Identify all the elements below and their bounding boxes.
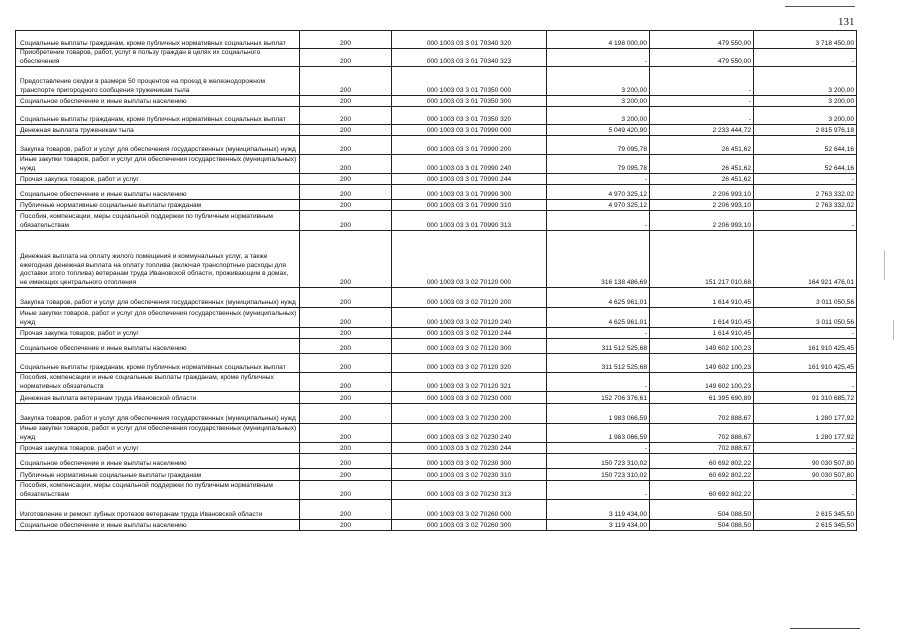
row-remaining-amount: -	[754, 373, 857, 392]
row-approved-amount: 4 970 325,12	[547, 200, 650, 211]
row-budget-code: 000 1003 03 3 02 70120 321	[392, 373, 547, 392]
row-name: Социальные выплаты гражданам, кроме публичных нормативных социальных выплат	[16, 354, 300, 373]
table-row	[16, 125, 857, 136]
row-budget-code: 000 1003 03 3 02 70260 000	[392, 500, 547, 520]
row-grbs-code: 200	[300, 339, 392, 354]
row-budget-code: 000 1003 03 3 01 70990 310	[392, 200, 547, 211]
row-budget-code: 000 1003 03 3 01 70990 244	[392, 174, 547, 185]
row-budget-code: 000 1003 03 3 02 70230 313	[392, 481, 547, 500]
row-remaining-amount: 161 910 425,45	[754, 339, 857, 354]
table-row	[16, 211, 857, 231]
row-executed-amount: -	[650, 67, 754, 96]
table-row	[16, 443, 857, 454]
row-executed-amount: 26 451,62	[650, 174, 754, 185]
row-approved-amount: 150 723 310,02	[547, 454, 650, 469]
row-executed-amount: 504 088,50	[650, 500, 754, 520]
row-grbs-code: 200	[300, 308, 392, 328]
row-approved-amount: 316 138 486,69	[547, 231, 650, 288]
scan-artifact	[884, 250, 885, 280]
row-executed-amount: 60 692 802,22	[650, 481, 754, 500]
table-row	[16, 404, 857, 424]
row-approved-amount: 1 983 066,59	[547, 424, 650, 443]
row-name: Закупка товаров, работ и услуг для обеспечения государственных (муниципальных) нужд	[16, 136, 300, 155]
row-grbs-code: 200	[300, 107, 392, 125]
row-grbs-code: 200	[300, 185, 392, 200]
row-budget-code: 000 1003 03 3 01 70340 323	[392, 49, 547, 67]
row-remaining-amount: -	[754, 443, 857, 454]
row-grbs-code: 200	[300, 136, 392, 155]
row-approved-amount: -	[547, 373, 650, 392]
row-remaining-amount: -	[754, 211, 857, 231]
row-name: Социальное обеспечение и иные выплаты населению	[16, 185, 300, 200]
row-grbs-code: 200	[300, 424, 392, 443]
row-approved-amount: -	[547, 211, 650, 231]
table-body	[16, 31, 857, 531]
row-executed-amount: 61 395 690,89	[650, 392, 754, 404]
row-grbs-code: 200	[300, 520, 392, 531]
row-approved-amount: -	[547, 174, 650, 185]
row-name: Прочая закупка товаров, работ и услуг	[16, 174, 300, 185]
row-remaining-amount: 2 763 332,02	[754, 200, 857, 211]
row-name: Денежная выплата труженикам тыла	[16, 125, 300, 136]
row-grbs-code: 200	[300, 328, 392, 339]
row-remaining-amount: 2 815 976,18	[754, 125, 857, 136]
row-executed-amount: 2 233 444,72	[650, 125, 754, 136]
row-remaining-amount: 3 718 450,00	[754, 31, 857, 49]
row-budget-code: 000 1003 03 3 02 70120 240	[392, 308, 547, 328]
row-budget-code: 000 1003 03 3 02 70260 300	[392, 520, 547, 531]
row-grbs-code: 200	[300, 373, 392, 392]
table-row	[16, 96, 857, 107]
row-executed-amount: 702 888,67	[650, 424, 754, 443]
row-remaining-amount: 52 644,16	[754, 155, 857, 174]
row-budget-code: 000 1003 03 3 01 70990 200	[392, 136, 547, 155]
row-executed-amount: 2 206 993,10	[650, 200, 754, 211]
row-name: Денежная выплата ветеранам труда Ивановской области	[16, 392, 300, 404]
table-row	[16, 469, 857, 481]
row-remaining-amount: -	[754, 174, 857, 185]
row-approved-amount: 79 095,78	[547, 136, 650, 155]
row-grbs-code: 200	[300, 354, 392, 373]
table-row	[16, 231, 857, 288]
row-executed-amount: 702 888,67	[650, 443, 754, 454]
row-remaining-amount: -	[754, 481, 857, 500]
row-grbs-code: 200	[300, 125, 392, 136]
table-row	[16, 500, 857, 520]
table-row	[16, 424, 857, 443]
row-remaining-amount: 2 615 345,50	[754, 520, 857, 531]
row-approved-amount: 3 200,00	[547, 96, 650, 107]
table-row	[16, 200, 857, 211]
row-budget-code: 000 1003 03 3 02 70230 244	[392, 443, 547, 454]
table-row	[16, 174, 857, 185]
row-remaining-amount: 2 763 332,02	[754, 185, 857, 200]
row-executed-amount: 149 602 100,23	[650, 373, 754, 392]
row-name: Денежная выплата на оплату жилого помещения и коммунальных услуг, а также ежегодная денежная выплата на оплату топлива (включая транспортные расходы для доставки этого топлива) ветеранам труда Ивановской области, проживающим в домах, не имеющих центрального отопления	[16, 231, 300, 288]
row-approved-amount: 3 119 434,00	[547, 500, 650, 520]
row-budget-code: 000 1003 03 3 01 70350 320	[392, 107, 547, 125]
row-executed-amount: 1 614 910,45	[650, 288, 754, 308]
scan-artifact	[893, 320, 894, 340]
row-remaining-amount: 3 200,00	[754, 107, 857, 125]
row-executed-amount: 2 206 993,10	[650, 185, 754, 200]
row-remaining-amount: -	[754, 328, 857, 339]
row-name: Пособия, компенсации, меры социальной поддержки по публичным нормативным обязательствам	[16, 481, 300, 500]
row-grbs-code: 200	[300, 392, 392, 404]
row-budget-code: 000 1003 03 3 01 70990 240	[392, 155, 547, 174]
row-grbs-code: 200	[300, 288, 392, 308]
row-approved-amount: -	[547, 328, 650, 339]
row-grbs-code: 200	[300, 231, 392, 288]
row-budget-code: 000 1003 03 3 02 70230 300	[392, 454, 547, 469]
row-approved-amount: 150 723 310,02	[547, 469, 650, 481]
row-approved-amount: 311 512 525,68	[547, 339, 650, 354]
row-grbs-code: 200	[300, 96, 392, 107]
table-row	[16, 308, 857, 328]
row-executed-amount: 479 550,00	[650, 31, 754, 49]
row-grbs-code: 200	[300, 454, 392, 469]
table-row	[16, 49, 857, 67]
row-grbs-code: 200	[300, 469, 392, 481]
table-row	[16, 67, 857, 96]
table-row	[16, 454, 857, 469]
table-row	[16, 520, 857, 531]
row-name: Социальное обеспечение и иные выплаты населению	[16, 520, 300, 531]
row-remaining-amount: 2 615 345,50	[754, 500, 857, 520]
top-rule	[785, 6, 855, 7]
table-row	[16, 155, 857, 174]
row-budget-code: 000 1003 03 3 01 70350 300	[392, 96, 547, 107]
row-name: Социальное обеспечение и иные выплаты населению	[16, 454, 300, 469]
row-remaining-amount: -	[754, 49, 857, 67]
row-approved-amount: 4 198 000,00	[547, 31, 650, 49]
row-remaining-amount: 164 921 476,01	[754, 231, 857, 288]
table-row	[16, 288, 857, 308]
table-row	[16, 354, 857, 373]
page-number: 131	[838, 16, 855, 28]
row-remaining-amount: 3 011 050,56	[754, 308, 857, 328]
row-budget-code: 000 1003 03 3 01 70350 000	[392, 67, 547, 96]
row-grbs-code: 200	[300, 404, 392, 424]
table-row	[16, 373, 857, 392]
table-row	[16, 339, 857, 354]
row-executed-amount: 151 217 010,68	[650, 231, 754, 288]
row-approved-amount: 79 095,78	[547, 155, 650, 174]
row-name: Иные закупки товаров, работ и услуг для обеспечения государственных (муниципальных) нужд	[16, 424, 300, 443]
row-executed-amount: 479 550,00	[650, 49, 754, 67]
row-remaining-amount: 3 011 050,56	[754, 288, 857, 308]
row-executed-amount: 60 692 802,22	[650, 454, 754, 469]
row-approved-amount: 3 200,00	[547, 107, 650, 125]
row-remaining-amount: 161 910 425,45	[754, 354, 857, 373]
row-name: Иные закупки товаров, работ и услуг для обеспечения государственных (муниципальных) нужд	[16, 308, 300, 328]
row-remaining-amount: 3 200,00	[754, 67, 857, 96]
row-name: Пособия, компенсации и иные социальные выплаты гражданам, кроме публичных нормативных обязательств	[16, 373, 300, 392]
bottom-rule	[790, 628, 860, 629]
row-remaining-amount: 3 200,00	[754, 96, 857, 107]
row-budget-code: 000 1003 03 3 02 70230 310	[392, 469, 547, 481]
row-remaining-amount: 90 030 507,80	[754, 454, 857, 469]
row-executed-amount: 149 602 100,23	[650, 339, 754, 354]
row-executed-amount: 26 451,62	[650, 155, 754, 174]
row-approved-amount: -	[547, 443, 650, 454]
row-name: Закупка товаров, работ и услуг для обеспечения государственных (муниципальных) нужд	[16, 404, 300, 424]
row-approved-amount: 311 512 525,68	[547, 354, 650, 373]
row-name: Пособия, компенсации, меры социальной поддержки по публичным нормативным обязательствам	[16, 211, 300, 231]
row-executed-amount: 1 614 910,45	[650, 328, 754, 339]
row-remaining-amount: 1 280 177,92	[754, 424, 857, 443]
row-grbs-code: 200	[300, 211, 392, 231]
row-name: Иные закупки товаров, работ и услуг для обеспечения государственных (муниципальных) нужд	[16, 155, 300, 174]
row-name: Социальное обеспечение и иные выплаты населению	[16, 339, 300, 354]
row-grbs-code: 200	[300, 174, 392, 185]
table-row	[16, 328, 857, 339]
row-budget-code: 000 1003 03 3 02 70120 244	[392, 328, 547, 339]
row-grbs-code: 200	[300, 49, 392, 67]
row-executed-amount: -	[650, 107, 754, 125]
row-approved-amount: 3 200,00	[547, 67, 650, 96]
row-grbs-code: 200	[300, 200, 392, 211]
table-row	[16, 107, 857, 125]
row-executed-amount: 1 614 910,45	[650, 308, 754, 328]
table-row	[16, 31, 857, 49]
row-grbs-code: 200	[300, 500, 392, 520]
row-name: Прочая закупка товаров, работ и услуг	[16, 328, 300, 339]
row-executed-amount: 504 088,50	[650, 520, 754, 531]
row-name: Приобретение товаров, работ, услуг в пользу граждан в целях их социального обеспечения	[16, 49, 300, 67]
row-executed-amount: 702 888,67	[650, 404, 754, 424]
row-budget-code: 000 1003 03 3 02 70230 000	[392, 392, 547, 404]
row-grbs-code: 200	[300, 481, 392, 500]
row-approved-amount: 4 970 325,12	[547, 185, 650, 200]
row-grbs-code: 200	[300, 67, 392, 96]
table-row	[16, 392, 857, 404]
row-grbs-code: 200	[300, 155, 392, 174]
row-executed-amount: 60 692 802,22	[650, 469, 754, 481]
row-name: Социальное обеспечение и иные выплаты населению	[16, 96, 300, 107]
row-executed-amount: 2 206 993,10	[650, 211, 754, 231]
row-name: Социальные выплаты гражданам, кроме публичных нормативных социальных выплат	[16, 107, 300, 125]
row-budget-code: 000 1003 03 3 02 70230 200	[392, 404, 547, 424]
row-budget-code: 000 1003 03 3 02 70230 240	[392, 424, 547, 443]
row-budget-code: 000 1003 03 3 01 70990 313	[392, 211, 547, 231]
row-executed-amount: -	[650, 96, 754, 107]
row-name: Публичные нормативные социальные выплаты гражданам	[16, 469, 300, 481]
row-name: Изготовление и ремонт зубных протезов ветеранам труда Ивановской области	[16, 500, 300, 520]
table-row	[16, 481, 857, 500]
row-remaining-amount: 1 280 177,92	[754, 404, 857, 424]
row-budget-code: 000 1003 03 3 01 70990 300	[392, 185, 547, 200]
row-approved-amount: 152 706 376,61	[547, 392, 650, 404]
row-name: Социальные выплаты гражданам, кроме публичных нормативных социальных выплат	[16, 31, 300, 49]
row-approved-amount: 4 625 961,01	[547, 308, 650, 328]
table-row	[16, 185, 857, 200]
row-budget-code: 000 1003 03 3 02 70120 000	[392, 231, 547, 288]
row-approved-amount: 5 049 420,90	[547, 125, 650, 136]
row-name: Предоставление скидки в размере 50 процентов на проезд в железнодорожном транспорте пригородного сообщения труженикам тыла	[16, 67, 300, 96]
row-approved-amount: 1 983 066,59	[547, 404, 650, 424]
row-name: Прочая закупка товаров, работ и услуг	[16, 443, 300, 454]
row-budget-code: 000 1003 03 3 02 70120 200	[392, 288, 547, 308]
row-budget-code: 000 1003 03 3 01 70340 320	[392, 31, 547, 49]
table-row	[16, 136, 857, 155]
row-budget-code: 000 1003 03 3 01 70990 000	[392, 125, 547, 136]
row-budget-code: 000 1003 03 3 02 70120 320	[392, 354, 547, 373]
row-remaining-amount: 90 030 507,80	[754, 469, 857, 481]
row-grbs-code: 200	[300, 443, 392, 454]
row-approved-amount: -	[547, 481, 650, 500]
row-approved-amount: -	[547, 49, 650, 67]
row-remaining-amount: 91 310 685,72	[754, 392, 857, 404]
row-approved-amount: 3 119 434,00	[547, 520, 650, 531]
row-grbs-code: 200	[300, 31, 392, 49]
row-budget-code: 000 1003 03 3 02 70120 300	[392, 339, 547, 354]
row-executed-amount: 149 602 100,23	[650, 354, 754, 373]
row-name: Публичные нормативные социальные выплаты гражданам	[16, 200, 300, 211]
row-remaining-amount: 52 644,16	[754, 136, 857, 155]
budget-table	[15, 30, 857, 531]
row-executed-amount: 26 451,62	[650, 136, 754, 155]
row-name: Закупка товаров, работ и услуг для обеспечения государственных (муниципальных) нужд	[16, 288, 300, 308]
row-approved-amount: 4 625 961,01	[547, 288, 650, 308]
